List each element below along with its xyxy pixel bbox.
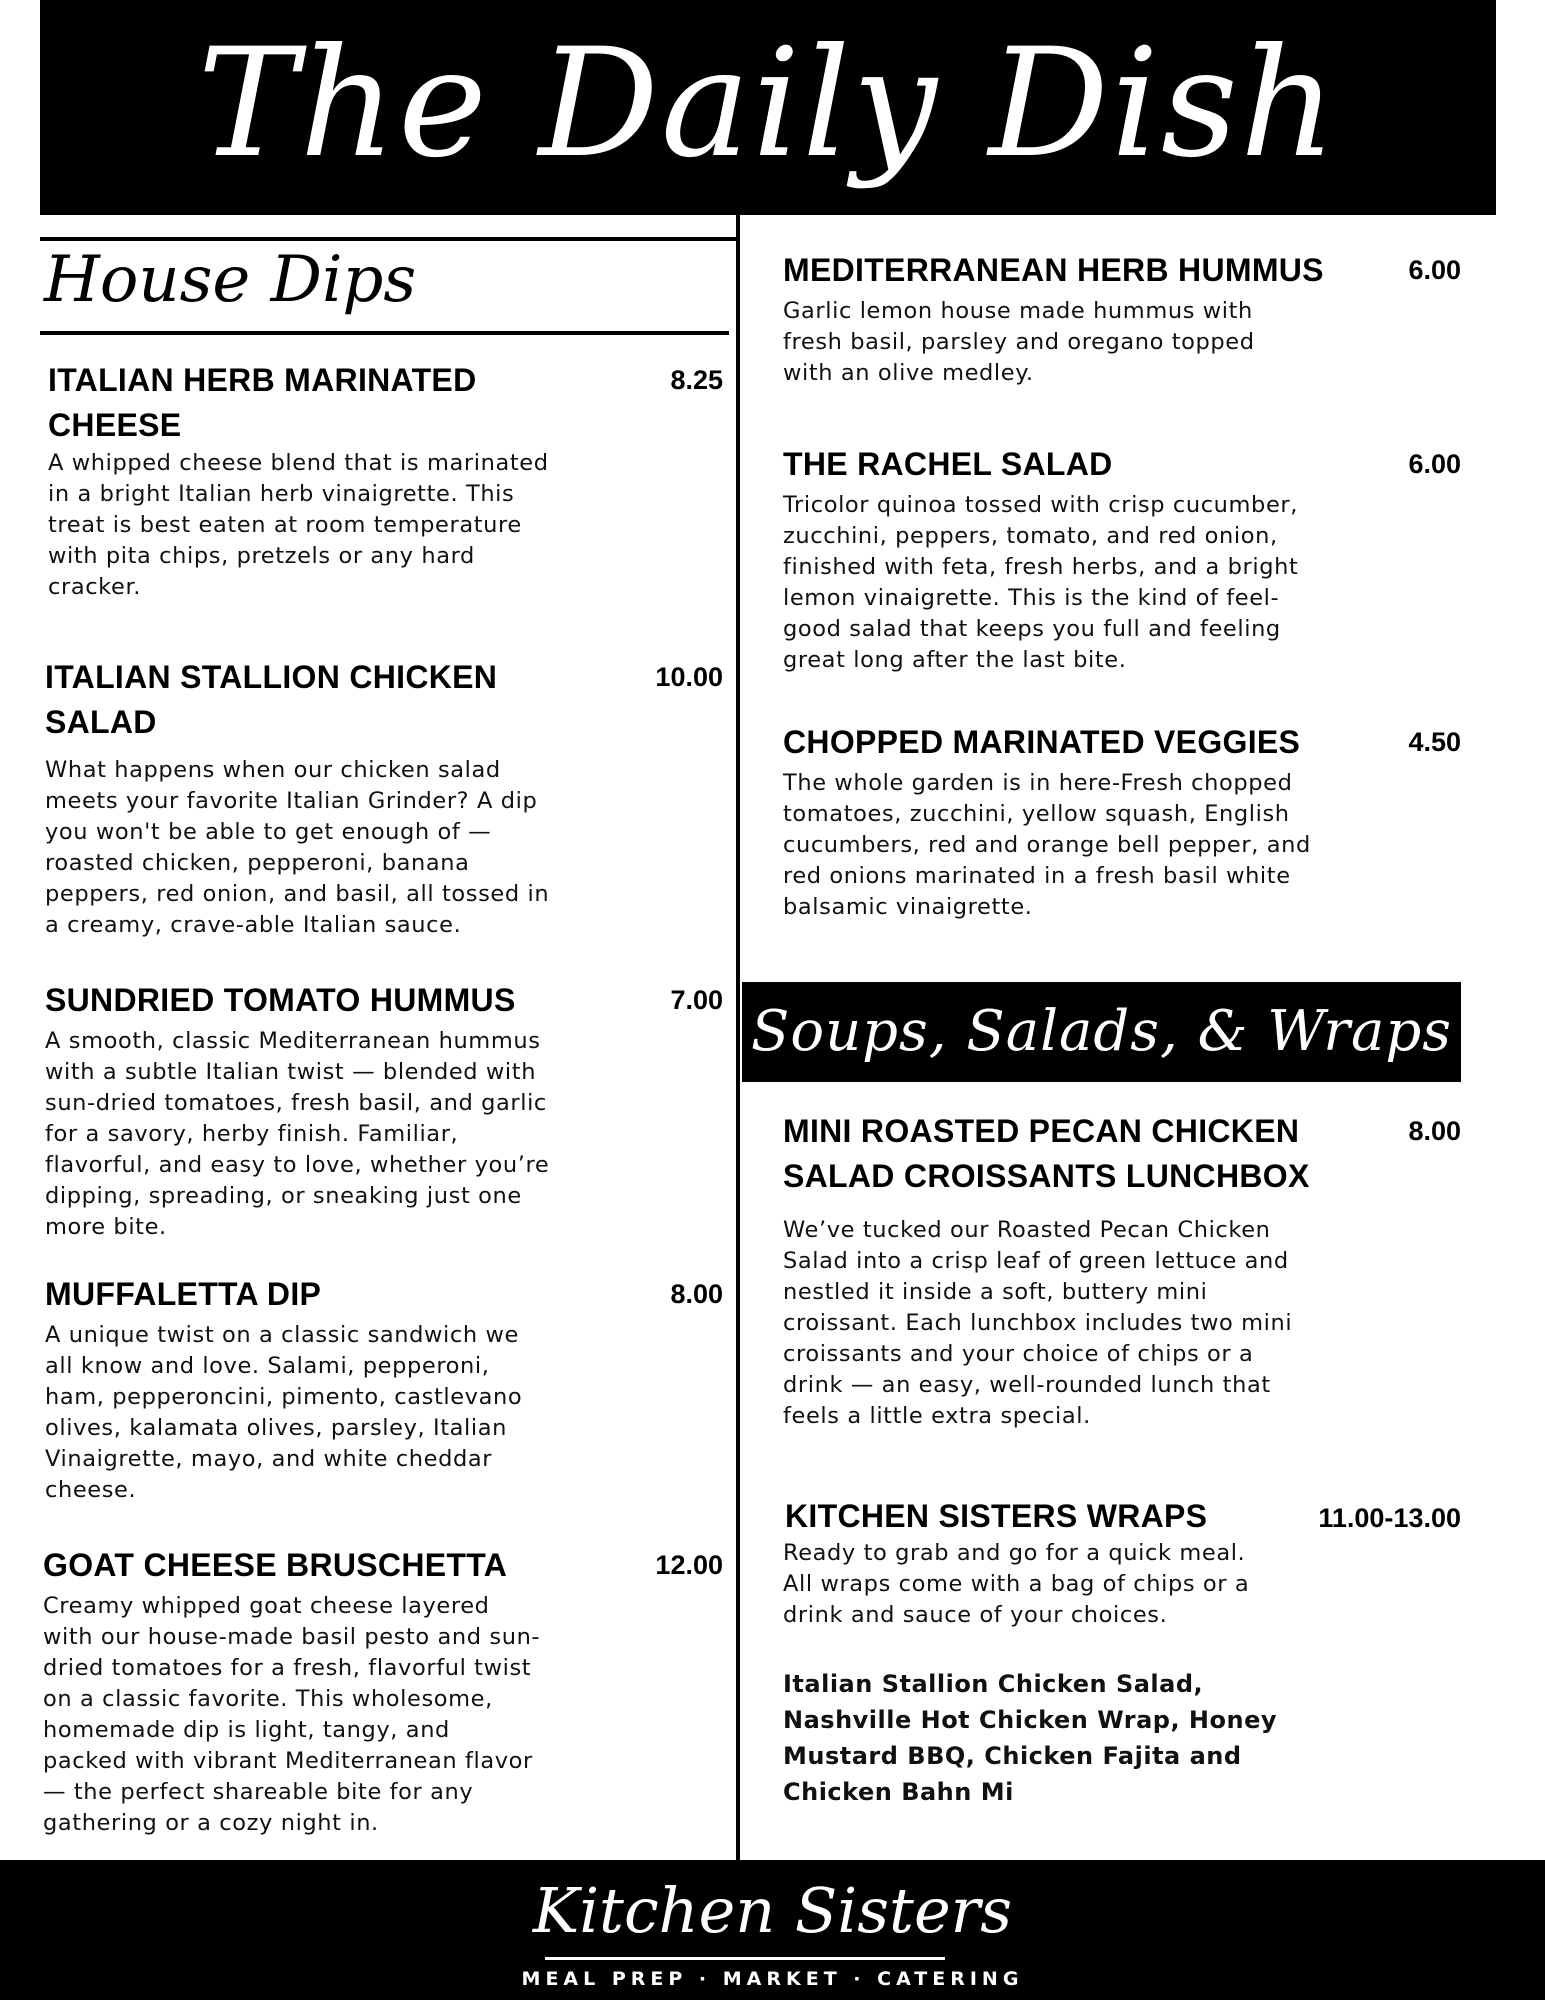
item-description: Ready to grab and go for a quick meal. All wraps come with a bag of chips or a drink and sauce of your choices. [783,1540,1250,1628]
item-name: CHOPPED MARINATED VEGGIES [783,724,1301,760]
item-price: 6.00 [1408,255,1461,285]
item-description: Tricolor quinoa tossed with crisp cucumber, zucchini, peppers, tomato, and red onion, finished with feta, fresh herbs, and a bright lemon vinaigrette. This is the kind of feel- good salad that keeps you full and feeling great long after the last bite. [783,492,1299,673]
item-description: Creamy whipped goat cheese layered with our house-made basil pesto and sun- dried tomatoes for a fresh, flavorful twist on a classic favorite. This wholesome, homemade dip is light, tangy, and packed with vibrant Mediterranean flavor — the perfect shareable bite for any gathering or a cozy night in. [43,1593,541,1836]
section-title-house-dips: House Dips [44,243,417,317]
item-price: 7.00 [670,985,723,1015]
item-description: We’ve tucked our Roasted Pecan Chicken Salad into a crisp leaf of green lettuce and nestled it inside a soft, buttery mini croissant. Each lunchbox includes two mini croissants and your choice of chips or a drink — an easy, well-rounded lunch that feels a little extra special. [783,1217,1293,1429]
section-rule-top [40,237,736,241]
item-price: 12.00 [655,1550,723,1580]
menu-title: The Daily Dish [197,16,1339,191]
footer-tagline: MEAL PREP · MARKET · CATERING [521,1968,1024,1990]
item-description: The whole garden is in here-Fresh chopped tomatoes, zucchini, yellow squash, English cucumbers, red and orange bell pepper, and red onions marinated in a fresh basil white balsamic vinaigrette. [783,770,1311,920]
item-name: MUFFALETTA DIP [45,1276,322,1312]
item-description: A whipped cheese blend that is marinated in a bright Italian herb vinaigrette. This treat is best eaten at room temperature with pita chips, pretzels or any hard cracker. [48,450,549,600]
item-description: A unique twist on a classic sandwich we all know and love. Salami, pepperoni, ham, pepperoncini, pimento, castlevano olives, kalamata olives, parsley, Italian Vinaigrette, mayo, and white cheddar cheese. [45,1322,523,1503]
item-price: 6.00 [1408,449,1461,479]
item-price: 4.50 [1408,727,1461,757]
column-divider [736,215,740,1860]
footer-logo: Kitchen Sisters [532,1874,1013,1947]
footer [0,1860,1545,2000]
item-price: 8.25 [670,365,723,395]
item-price: 8.00 [670,1279,723,1309]
item-description: What happens when our chicken salad meets your favorite Italian Grinder? A dip you won't be able to get enough of — roasted chicken, pepperoni, banana peppers, red onion, and basil, all tossed in a creamy, crave-able Italian sauce. [45,757,550,938]
section-banner-soups-salads-wraps [742,982,1461,1082]
item-price: 10.00 [655,662,723,692]
item-description: Garlic lemon house made hummus with fresh basil, parsley and oregano topped with an olive medley. [783,298,1255,386]
item-name: MINI ROASTED PECAN CHICKEN SALAD CROISSANTS LUNCHBOX [783,1113,1310,1194]
section-title-soups: Soups, Salads, & Wraps [751,999,1452,1064]
item-name: THE RACHEL SALAD [783,446,1113,482]
section-rule-bottom [40,331,729,335]
header-banner [40,0,1496,215]
item-description: A smooth, classic Mediterranean hummus with a subtle Italian twist — blended with sun-dried tomatoes, fresh basil, and garlic for a savory, herby finish. Familiar, flavorful, and easy to love, whether you’re dipping, spreading, or sneaking just one more bite. [45,1028,550,1240]
item-price: 8.00 [1408,1116,1461,1146]
item-name: ITALIAN STALLION CHICKEN SALAD [45,659,498,740]
item-name: KITCHEN SISTERS WRAPS [785,1498,1208,1534]
item-price: 11.00-13.00 [1318,1503,1461,1533]
wrap-varieties-list: Italian Stallion Chicken Salad, Nashville Hot Chicken Wrap, Honey Mustard BBQ, Chicken Fajita and Chicken Bahn Mi [783,1670,1278,1806]
footer-divider [545,1957,945,1960]
item-name: SUNDRIED TOMATO HUMMUS [45,982,516,1018]
item-name: MEDITERRANEAN HERB HUMMUS [783,252,1324,288]
item-name: ITALIAN HERB MARINATED CHEESE [48,362,477,443]
item-name: GOAT CHEESE BRUSCHETTA [43,1547,508,1583]
